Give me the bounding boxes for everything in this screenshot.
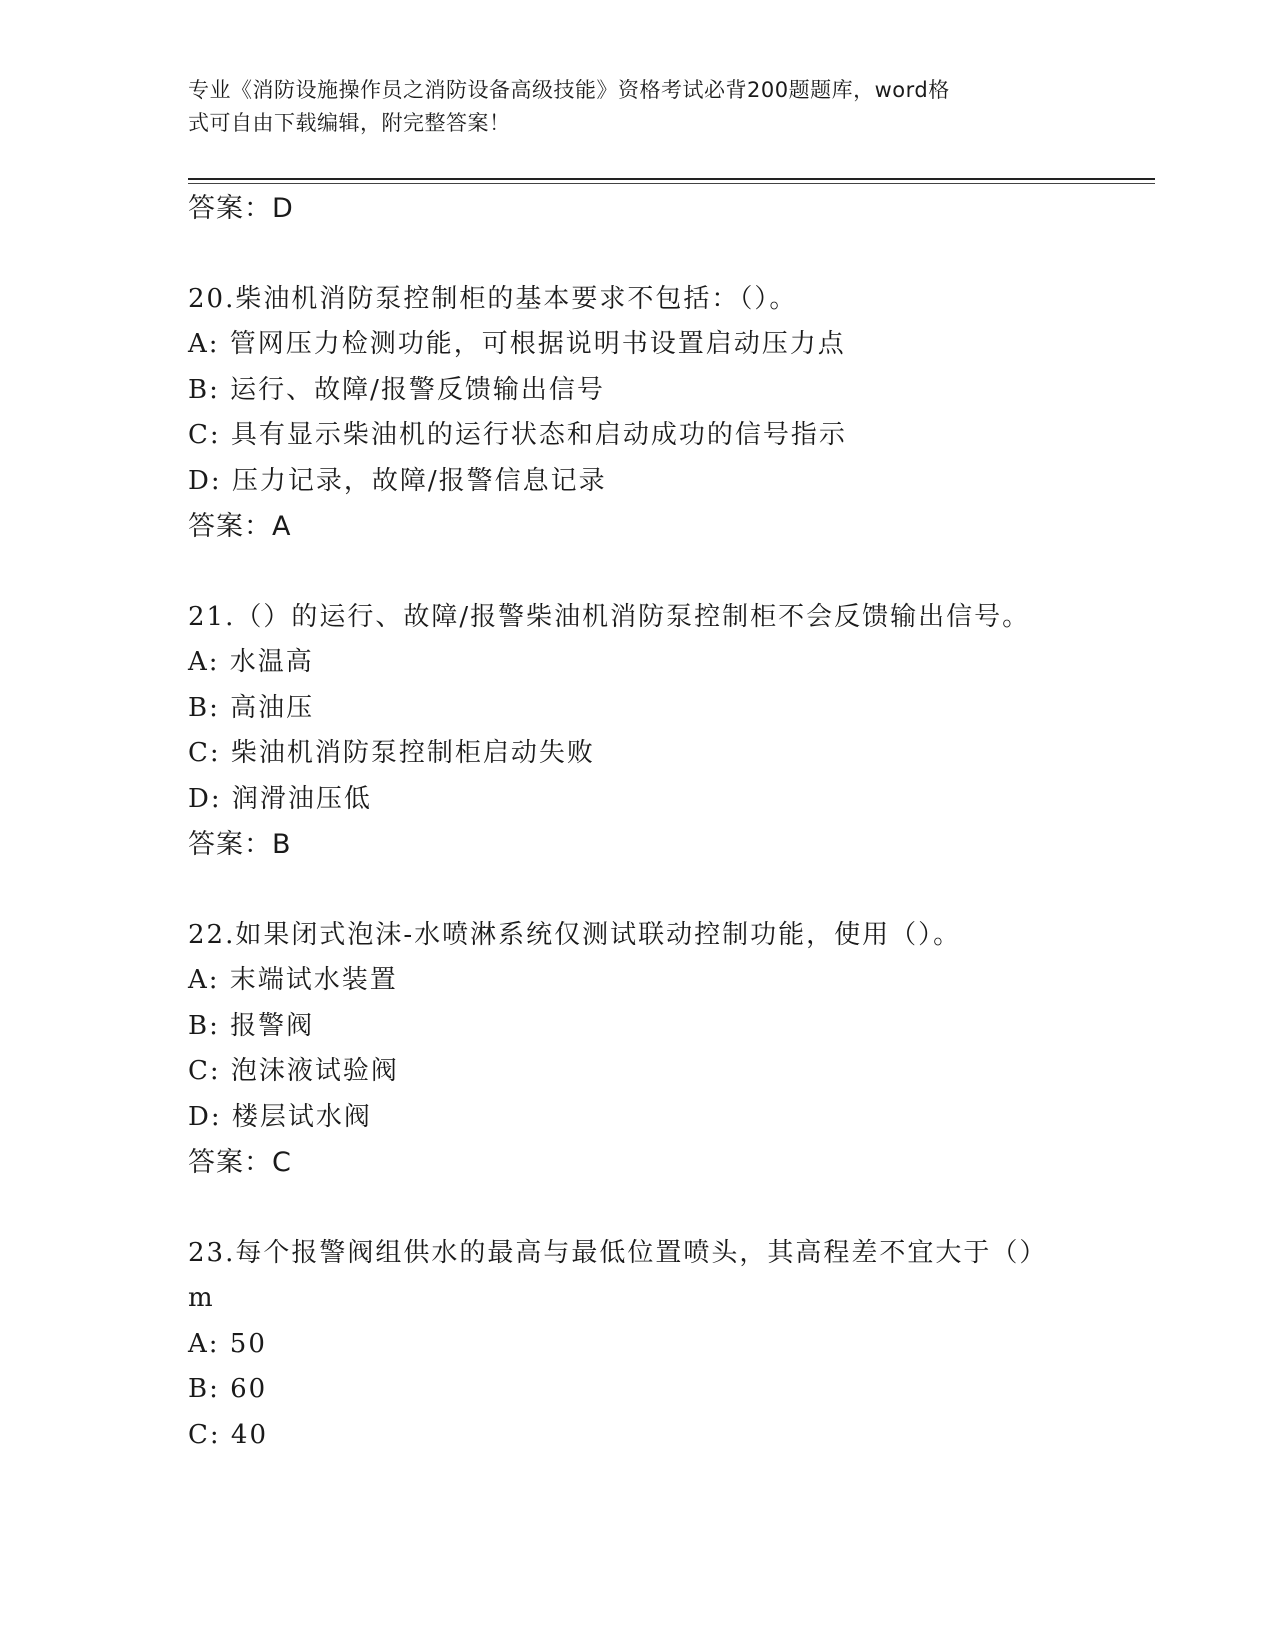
question-23-option-c: C: 40 <box>188 1419 269 1450</box>
question-22-answer: 答案：C <box>188 1147 292 1178</box>
question-22-option-b: B: 报警阀 <box>188 1010 315 1041</box>
question-23-stem-line-2: m <box>188 1283 215 1313</box>
question-20-option-b: B: 运行、故障/报警反馈输出信号 <box>188 374 605 405</box>
header-line-2: 式可自由下载编辑，附完整答案！ <box>188 111 511 135</box>
question-20-stem: 20.柴油机消防泵控制柜的基本要求不包括：（）。 <box>188 283 798 314</box>
question-21-option-b: B: 高油压 <box>188 692 315 723</box>
question-23-option-a: A: 50 <box>188 1328 267 1359</box>
question-22 <box>188 913 1148 1186</box>
question-21-option-c: C: 柴油机消防泵控制柜启动失败 <box>188 738 595 768</box>
header-line-1: 专业《消防设施操作员之消防设备高级技能》资格考试必背200题题库，word格 <box>188 78 950 102</box>
question-20 <box>188 277 1148 550</box>
spacer <box>188 868 1148 913</box>
question-23 <box>188 1231 1148 1459</box>
question-23-option-b: B: 60 <box>188 1374 268 1404</box>
question-20-answer: 答案：A <box>188 511 292 542</box>
question-21-stem: 21.（）的运行、故障/报警柴油机消防泵控制柜不会反馈输出信号。 <box>188 601 1031 632</box>
question-20-option-c: C: 具有显示柴油机的运行状态和启动成功的信号指示 <box>188 420 847 450</box>
question-22-stem: 22.如果闭式泡沫-水喷淋系统仅测试联动控制功能，使用（）。 <box>188 919 962 950</box>
question-21-option-a: A: 水温高 <box>188 647 314 677</box>
question-22-option-a: A: 末端试水装置 <box>188 965 398 995</box>
question-list <box>188 186 1148 1458</box>
question-22-option-d: D: 楼层试水阀 <box>188 1101 372 1132</box>
header-divider-thin <box>188 183 1155 184</box>
spacer <box>188 232 1148 277</box>
question-20-option-d: D: 压力记录，故障/报警信息记录 <box>188 465 607 496</box>
question-21-option-d: D: 润滑油压低 <box>188 783 372 814</box>
document-header <box>188 74 1068 140</box>
question-23-stem-line-1: 23.每个报警阀组供水的最高与最低位置喷头，其高程差不宜大于（） <box>188 1237 1048 1268</box>
question-21-answer: 答案：B <box>188 829 292 860</box>
spacer <box>188 550 1148 595</box>
question-22-option-c: C: 泡沫液试验阀 <box>188 1056 399 1086</box>
answer-19: 答案：D <box>188 193 294 224</box>
header-divider-thick <box>188 178 1155 180</box>
question-21 <box>188 595 1148 868</box>
spacer <box>188 1186 1148 1231</box>
question-20-option-a: A: 管网压力检测功能，可根据说明书设置启动压力点 <box>188 329 846 359</box>
